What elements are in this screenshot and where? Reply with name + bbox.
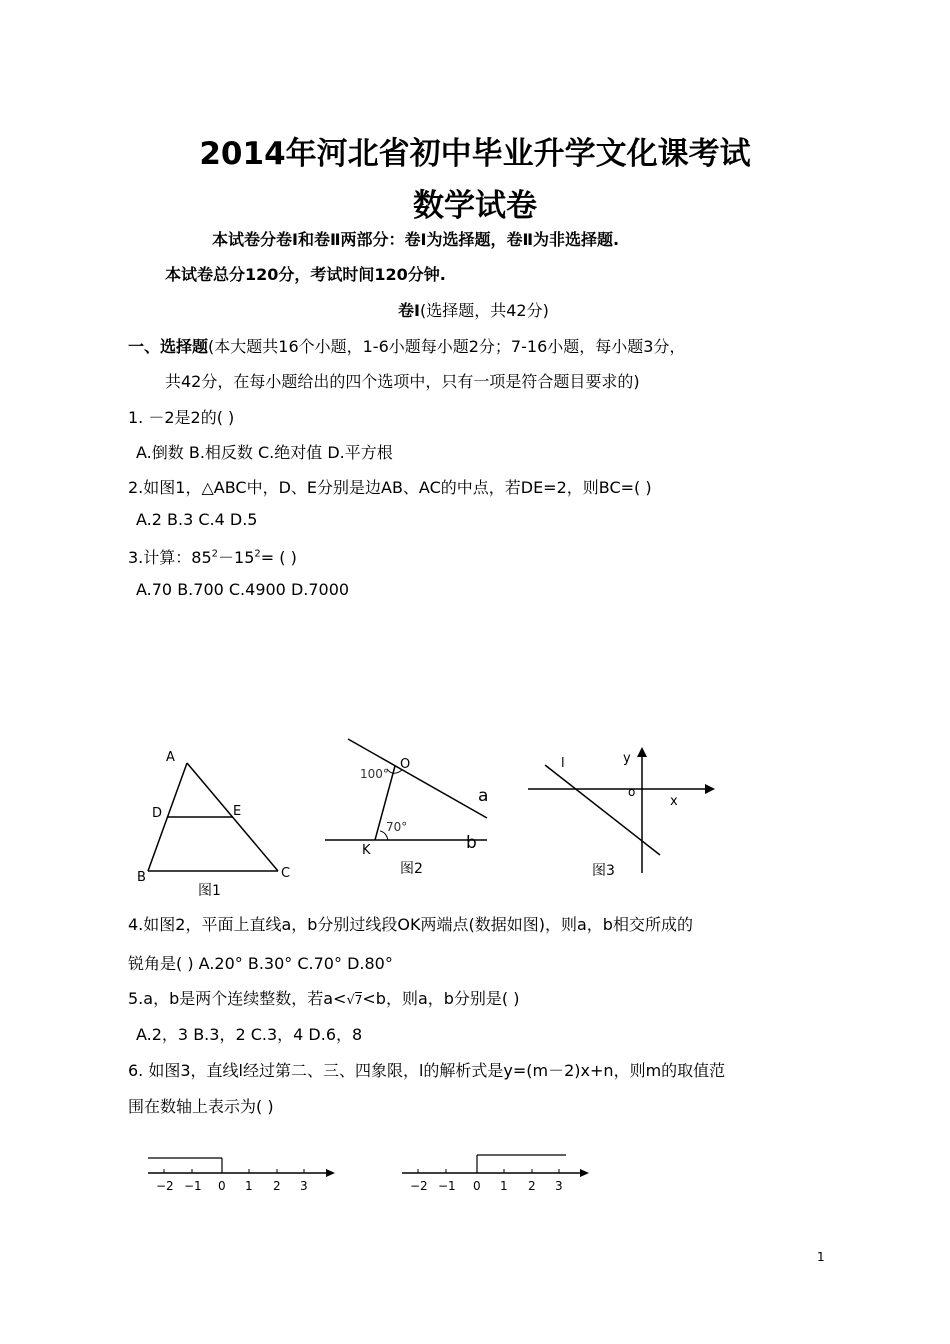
- sqrt-sign-icon: √: [346, 993, 355, 1008]
- part-description-line-2: 共42分，在每小题给出的四个选项中，只有一项是符合题目要求的): [165, 372, 640, 391]
- number-line-2-tick-label: −1: [438, 1179, 456, 1193]
- q3-part-2: －15: [218, 548, 255, 567]
- q5-part-1: 5.a，b是两个连续整数，若a<: [128, 989, 347, 1008]
- number-line-1-arrow: [326, 1169, 335, 1177]
- number-line-2-tick-label: 2: [528, 1179, 536, 1193]
- fig1-label-e: E: [233, 804, 242, 819]
- part-description-line-1: [128, 334, 685, 357]
- number-line-1-tick-label: 1: [245, 1179, 253, 1193]
- question-3-stem: [128, 545, 297, 568]
- number-line-1-tick-label: 2: [273, 1179, 281, 1193]
- intro-line-2: 本试卷总分120分，考试时间120分钟.: [165, 265, 446, 284]
- section-heading: [398, 298, 549, 321]
- fig3-label-o: o: [628, 785, 636, 799]
- q3-exponent-1: 2: [211, 548, 219, 560]
- fig2-label-a: a: [478, 786, 489, 806]
- number-line-2-tick-label: −2: [410, 1179, 428, 1193]
- intro-line-1: 本试卷分卷Ⅰ和卷Ⅱ两部分：卷Ⅰ为选择题，卷Ⅱ为非选择题.: [212, 230, 620, 249]
- question-6-line-2: 围在数轴上表示为( ): [128, 1097, 274, 1116]
- q5-part-2: <b，则a，b分别是( ): [362, 989, 520, 1008]
- number-line-2: [402, 1155, 589, 1193]
- number-line-1-tick-label: 0: [218, 1179, 226, 1193]
- section-heading-rest: (选择题，共42分): [419, 301, 549, 320]
- q3-exponent-2: 2: [254, 548, 261, 560]
- question-6-line-1: 6. 如图3，直线l经过第二、三、四象限，l的解析式是y=(m－2)x+n，则m的取值范: [128, 1061, 726, 1080]
- q3-part-1: 3.计算：85: [128, 548, 212, 567]
- fig3-label-l: l: [561, 756, 565, 771]
- fig1-label-c: C: [281, 866, 291, 881]
- q3-part-3: = ( ): [260, 548, 297, 567]
- question-5-stem: [128, 986, 520, 1009]
- question-2-stem: 2.如图1，△ABC中，D、E分别是边AB、AC的中点，若DE=2，则BC=( ): [128, 478, 652, 497]
- question-1-options: A.倒数 B.相反数 C.绝对值 D.平方根: [136, 443, 393, 462]
- number-line-1: [148, 1158, 335, 1193]
- question-4-line-1: 4.如图2，平面上直线a，b分别过线段OK两端点(数据如图)，则a，b相交所成的: [128, 915, 693, 934]
- figures-area: [120, 735, 720, 905]
- number-line-1-tick-label: −1: [184, 1179, 202, 1193]
- number-line-1-tick-label: 3: [300, 1179, 308, 1193]
- q5-radicand: 7: [354, 993, 363, 1007]
- exam-title: 2014年河北省初中毕业升学文化课考试: [199, 136, 751, 172]
- fig3-label-y: y: [623, 751, 631, 766]
- number-line-2-tick-label: 0: [473, 1179, 481, 1193]
- number-line-2-arrow: [580, 1169, 589, 1177]
- number-line-1-tick-label: −2: [156, 1179, 174, 1193]
- fig2-label-o: O: [400, 757, 411, 772]
- question-5-options: A.2，3 B.3，2 C.3，4 D.6，8: [136, 1025, 363, 1044]
- fig2-label-b: b: [466, 833, 477, 853]
- fig3-y-arrow: [637, 747, 647, 757]
- page-number: 1: [817, 1250, 825, 1264]
- fig3-label-x: x: [670, 794, 678, 809]
- number-lines-area: [140, 1148, 600, 1198]
- fig3-caption: 图3: [592, 863, 615, 879]
- section-heading-bold: 卷Ⅰ: [398, 301, 420, 320]
- fig1-label-b: B: [137, 870, 146, 885]
- part-desc-1: (本大题共16个小题，1-6小题每小题2分；7-16小题，每小题3分，: [208, 337, 686, 356]
- question-3-options: A.70 B.700 C.4900 D.7000: [136, 580, 350, 599]
- exam-subtitle: 数学试卷: [413, 188, 537, 224]
- figure-2: [325, 739, 488, 877]
- fig1-label-a: A: [166, 750, 175, 765]
- part-label: 一、选择题: [128, 337, 209, 356]
- figure-1: [137, 750, 290, 899]
- fig2-label-k: K: [362, 843, 371, 858]
- number-line-2-tick-label: 3: [555, 1179, 563, 1193]
- fig2-angle-o: 100°: [360, 767, 389, 781]
- question-2-options: A.2 B.3 C.4 D.5: [136, 510, 258, 529]
- figure-3: [528, 747, 715, 879]
- fig2-caption: 图2: [400, 861, 423, 877]
- fig3-x-arrow: [705, 784, 715, 794]
- question-4-line-2: 锐角是( ) A.20° B.30° C.70° D.80°: [128, 954, 393, 973]
- number-line-2-tick-label: 1: [500, 1179, 508, 1193]
- fig1-caption: 图1: [198, 883, 221, 899]
- question-1-stem: 1. －2是2的( ): [128, 408, 235, 427]
- fig1-label-d: D: [152, 806, 163, 821]
- fig2-angle-k: 70°: [386, 820, 408, 834]
